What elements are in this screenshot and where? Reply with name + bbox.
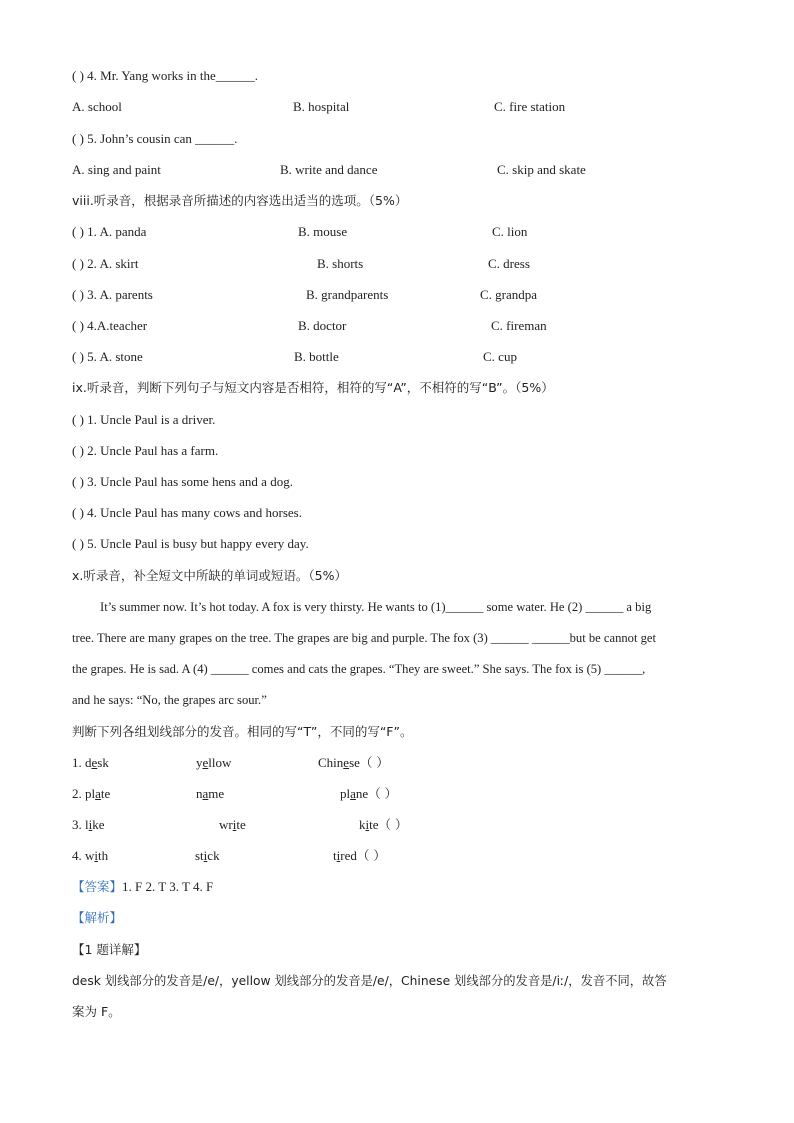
q5-option-a: A. sing and paint <box>72 162 161 177</box>
ix-item-2: ( ) 2. Uncle Paul has a farm. <box>72 443 219 458</box>
phonics-row-2-word-3: plane（ ） <box>340 786 398 801</box>
phonics-row-3-word-2: write <box>219 817 246 832</box>
underlined-sound: e <box>91 755 98 770</box>
phonics-row-1-word-3: Chinese（ ） <box>318 755 389 770</box>
detail-line-2: 案为 F。 <box>72 1004 121 1019</box>
ix-item-5: ( ) 5. Uncle Paul is busy but happy every day. <box>72 536 309 551</box>
q4-option-c: C. fire station <box>494 99 566 114</box>
passage-line-4: and he says: “No, the grapes arc sour.” <box>72 693 267 707</box>
viii-item-3: ( ) 3. A. parents <box>72 287 153 302</box>
viii-item-4-b: B. doctor <box>298 318 347 333</box>
q5-option-c: C. skip and skate <box>497 162 586 177</box>
answer-blank[interactable]: （ ） <box>378 817 408 832</box>
section-viii-title: viii.听录音，根据录音所描述的内容选出适当的选项。（5%） <box>72 193 408 208</box>
viii-item-4-c: C. fireman <box>491 318 547 333</box>
answer-label: 【答案】 <box>72 879 123 894</box>
passage-line-1: It’s summer now. It’s hot today. A fox is very thirsty. He wants to (1)______ some water. He (2) ______ a big <box>100 600 652 614</box>
phonics-row-3-word-3: kite（ ） <box>359 817 408 832</box>
answer-blank[interactable]: （ ） <box>356 848 386 863</box>
phonics-row-1: 1. desk <box>72 755 109 770</box>
phonics-row-4-word-2: stick <box>195 848 220 863</box>
section-ix-title: ix.听录音，判断下列句子与短文内容是否相符，相符的写“A”，不相符的写“B”。（5%） <box>72 380 554 395</box>
detail-line-1: desk 划线部分的发音是/e/，yellow 划线部分的发音是/e/，Chinese 划线部分的发音是/iː/，发音不同，故答 <box>72 974 667 988</box>
answer-blank[interactable]: （ ） <box>368 786 398 801</box>
passage-line-3: the grapes. He is sad. A (4) ______ comes and cats the grapes. “They are sweet.” She says. The fox is (5) ______, <box>72 662 646 676</box>
answer-line <box>72 879 213 895</box>
viii-item-2-c: C. dress <box>488 256 530 271</box>
phonics-row-3: 3. like <box>72 817 105 832</box>
ix-item-3: ( ) 3. Uncle Paul has some hens and a dog. <box>72 474 293 489</box>
viii-item-5-c: C. cup <box>483 349 517 364</box>
question-5-stem: ( ) 5. John’s cousin can ______. <box>72 131 238 146</box>
answer-values: 1. F 2. T 3. T 4. F <box>122 879 214 894</box>
q5-option-b: B. write and dance <box>280 162 378 177</box>
phonics-row-4: 4. with <box>72 848 109 863</box>
passage-line-2: tree. There are many grapes on the tree. The grapes are big and purple. The fox (3) ______ ______but be cannot get <box>72 631 657 645</box>
viii-item-1-c: C. lion <box>492 224 528 239</box>
viii-item-2-b: B. shorts <box>317 256 364 271</box>
q4-option-b: B. hospital <box>293 99 350 114</box>
answer-blank[interactable]: （ ） <box>359 755 389 770</box>
viii-item-3-c: C. grandpa <box>480 287 538 302</box>
question-4-stem: ( ) 4. Mr. Yang works in the______. <box>72 68 258 83</box>
phonics-row-1-word-2: yellow <box>196 755 232 770</box>
section-x-title: x.听录音，补全短文中所缺的单词或短语。（5%） <box>72 568 347 583</box>
viii-item-4: ( ) 4.A.teacher <box>72 318 148 333</box>
detail-label: 【1 题详解】 <box>72 942 147 957</box>
analysis-label: 【解析】 <box>72 910 123 925</box>
viii-item-2: ( ) 2. A. skirt <box>72 256 139 271</box>
viii-item-5-b: B. bottle <box>294 349 339 364</box>
ix-item-4: ( ) 4. Uncle Paul has many cows and horses. <box>72 505 302 520</box>
viii-item-1: ( ) 1. A. panda <box>72 224 147 239</box>
phonics-row-2: 2. plate <box>72 786 111 801</box>
q4-option-a: A. school <box>72 99 122 114</box>
row-number: 1. <box>72 755 85 770</box>
phonics-row-4-word-3: tired（ ） <box>333 848 386 863</box>
phonics-row-2-word-2: name <box>196 786 225 801</box>
phonics-title: 判断下列各组划线部分的发音。相同的写“T”，不同的写“F”。 <box>72 724 413 739</box>
viii-item-1-b: B. mouse <box>298 224 348 239</box>
viii-item-5: ( ) 5. A. stone <box>72 349 143 364</box>
viii-item-3-b: B. grandparents <box>306 287 389 302</box>
ix-item-1: ( ) 1. Uncle Paul is a driver. <box>72 412 216 427</box>
